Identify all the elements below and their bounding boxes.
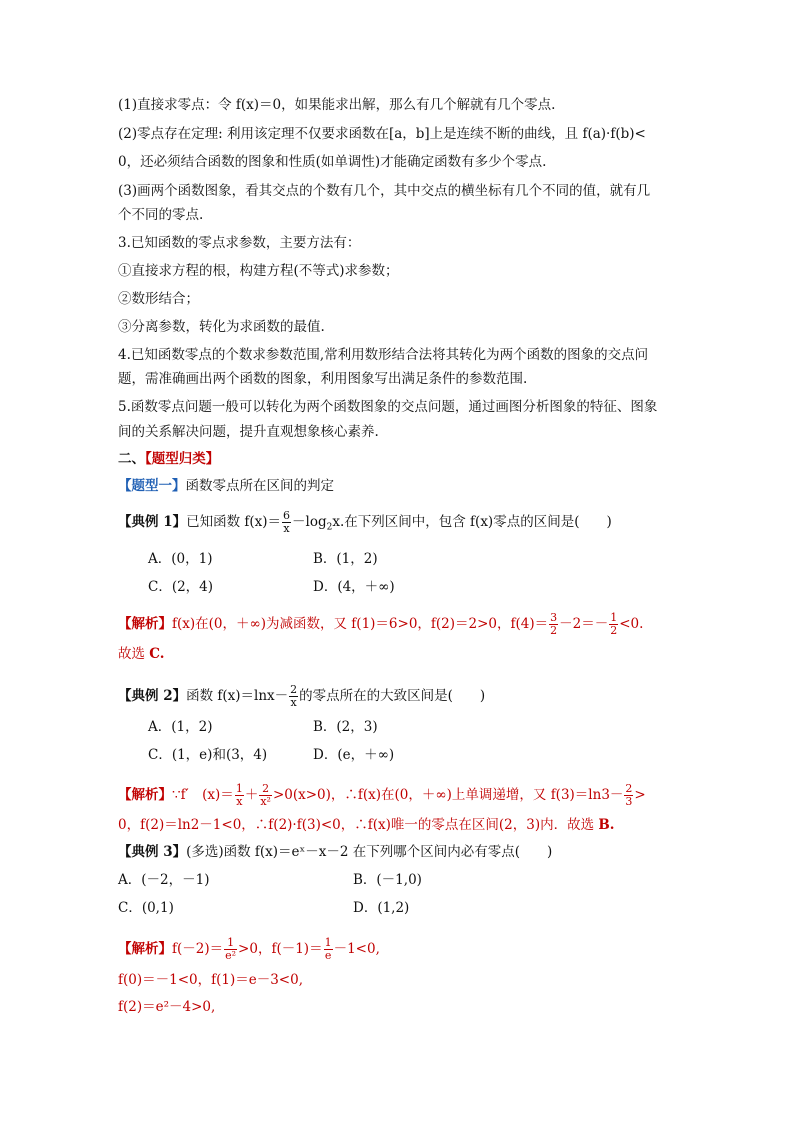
section-title: 【题型归类】: [145, 451, 220, 467]
denominator: x: [290, 696, 297, 709]
section-heading: [118, 450, 219, 468]
denominator: x: [283, 522, 290, 535]
example-2-solution-line2: [118, 816, 615, 834]
text-line: 0，还必须结合函数的图象和性质(如单调性)才能确定函数有多少个零点.: [118, 154, 547, 170]
denominator: 3: [625, 795, 633, 808]
numerator: 2: [625, 782, 633, 795]
option-a: A．(1，2): [148, 719, 213, 735]
example-3-solution-line3: f(2)＝e²－4>0,: [118, 999, 216, 1015]
answer-value: B.: [598, 817, 615, 833]
solution-tag: 【解析】: [118, 941, 172, 957]
question-text: x.在下列区间中，包含 f(x)零点的区间是( ): [332, 514, 612, 530]
solution-text: 0，f(2)＝ln2－1<0，∴f(2)·f(3)<0，∴f(x)唯一的零点在区间(2，3)内．故选: [118, 817, 599, 833]
example-tag: 【典例 3】: [118, 844, 187, 860]
question-text: 函数 f(x)＝lnx－: [186, 688, 289, 704]
question-text: －log: [292, 514, 327, 530]
example-3-solution: [118, 937, 380, 962]
option-c: C．(2，4): [148, 579, 214, 595]
option-a: A．(0，1): [148, 551, 213, 567]
text-line: 个不同的零点.: [118, 207, 204, 223]
example-2-solution: [118, 783, 646, 808]
option-d: D．(4，＋∞): [313, 579, 395, 595]
option-b: B．(1，2): [313, 551, 378, 567]
example-1-question: [118, 510, 612, 537]
answer-prefix: 故选: [118, 646, 150, 662]
text-line: ①直接求方程的根，构建方程(不等式)求参数；: [118, 263, 399, 279]
text-line: ②数形结合；: [118, 291, 199, 307]
denominator: 2: [550, 624, 558, 637]
text-line: 4.已知函数零点的个数求参数范围,常利用数形结合法将其转化为两个函数的图象的交点问: [118, 347, 649, 363]
fraction: [235, 783, 244, 808]
solution-text: ∵f′ (x)＝: [172, 787, 234, 803]
numerator: 2: [259, 783, 272, 796]
fraction: [259, 783, 272, 808]
solution-tag: 【解析】: [118, 616, 172, 632]
question-text: 的零点所在的大致区间是( ): [299, 688, 486, 704]
example-3-question: [118, 843, 552, 861]
text-line: 题，需准确画出两个函数的图象，利用图象写出满足条件的参数范围.: [118, 371, 528, 387]
fraction: [282, 510, 291, 535]
solution-tag: 【解析】: [118, 787, 172, 803]
solution-text: >: [634, 787, 646, 803]
numerator: 1: [235, 782, 243, 795]
solution-text: >0(x>0)，∴f(x)在(0，＋∞)上单调递增，又 f(3)＝ln3－: [272, 787, 624, 803]
fraction: [609, 612, 618, 637]
text-line: ③分离参数，转化为求函数的最值.: [118, 319, 325, 335]
example-1-answer: [118, 645, 165, 663]
denominator: e²: [225, 949, 237, 962]
solution-text: f(x)在(0，＋∞)为减函数，又 f(1)＝6>0，f(2)＝2>0，f(4)＝: [172, 616, 549, 632]
fraction: [324, 937, 333, 962]
text-line: 间的关系解决问题，提升直观想象核心素养.: [118, 424, 379, 440]
fraction: [224, 937, 237, 962]
numerator: 6: [283, 509, 291, 522]
section-prefix: 二、: [118, 451, 145, 467]
type-heading: [118, 477, 334, 495]
fraction: [624, 783, 633, 808]
numerator: 3: [550, 611, 558, 624]
solution-text: f(－2)＝: [172, 941, 224, 957]
type-title: 函数零点所在区间的判定: [185, 478, 334, 494]
solution-text: <0.: [619, 616, 644, 632]
option-c: C．(0,1): [118, 900, 174, 916]
fraction: [549, 612, 558, 637]
fraction: [289, 684, 298, 709]
denominator: 2: [610, 624, 618, 637]
text-line: (1)直接求零点：令 f(x)＝0，如果能求出解，那么有几个解就有几个零点.: [118, 97, 556, 113]
example-tag: 【典例 2】: [118, 688, 187, 704]
example-tag: 【典例 1】: [118, 514, 187, 530]
question-text: 已知函数 f(x)＝: [186, 514, 282, 530]
numerator: 2: [290, 683, 298, 696]
answer-value: C.: [149, 646, 165, 662]
option-a: A．(－2，－1): [118, 872, 210, 888]
example-3-solution-line2: f(0)＝－1<0，f(1)＝e－3<0,: [118, 972, 303, 988]
denominator: x²: [260, 795, 271, 808]
option-b: B．(－1,0): [353, 872, 422, 888]
option-c: C．(1，e)和(3，4): [148, 747, 268, 763]
text-line: (2)零点存在定理: 利用该定理不仅要求函数在[a，b]上是连续不断的曲线，且 f(a)·f(b)<: [118, 126, 646, 142]
denominator: x: [236, 795, 243, 808]
text-line: (3)画两个函数图象，看其交点的个数有几个，其中交点的横坐标有几个不同的值，就有几: [118, 183, 651, 199]
solution-text: －1<0,: [333, 941, 380, 957]
option-d: D．(1,2): [353, 900, 410, 916]
text-line: 3.已知函数的零点求参数，主要方法有：: [118, 235, 361, 251]
type-tag: 【题型一】: [118, 478, 186, 494]
option-d: D．(e，＋∞): [313, 747, 395, 763]
option-b: B．(2，3): [313, 719, 378, 735]
solution-text: －2＝－: [559, 616, 609, 632]
example-1-solution: [118, 612, 643, 637]
subscript: 2: [326, 522, 333, 533]
solution-text: ＋: [244, 787, 259, 803]
numerator: 1: [224, 937, 237, 950]
example-2-question: [118, 684, 485, 709]
question-text: (多选)函数 f(x)＝eˣ－x－2 在下列哪个区间内必有零点( ): [186, 844, 553, 860]
text-line: 5.函数零点问题一般可以转化为两个函数图象的交点问题，通过画图分析图象的特征、图象: [118, 399, 658, 415]
denominator: e: [324, 949, 332, 962]
numerator: 1: [324, 936, 332, 949]
numerator: 1: [610, 611, 618, 624]
solution-text: >0，f(－1)＝: [238, 941, 323, 957]
